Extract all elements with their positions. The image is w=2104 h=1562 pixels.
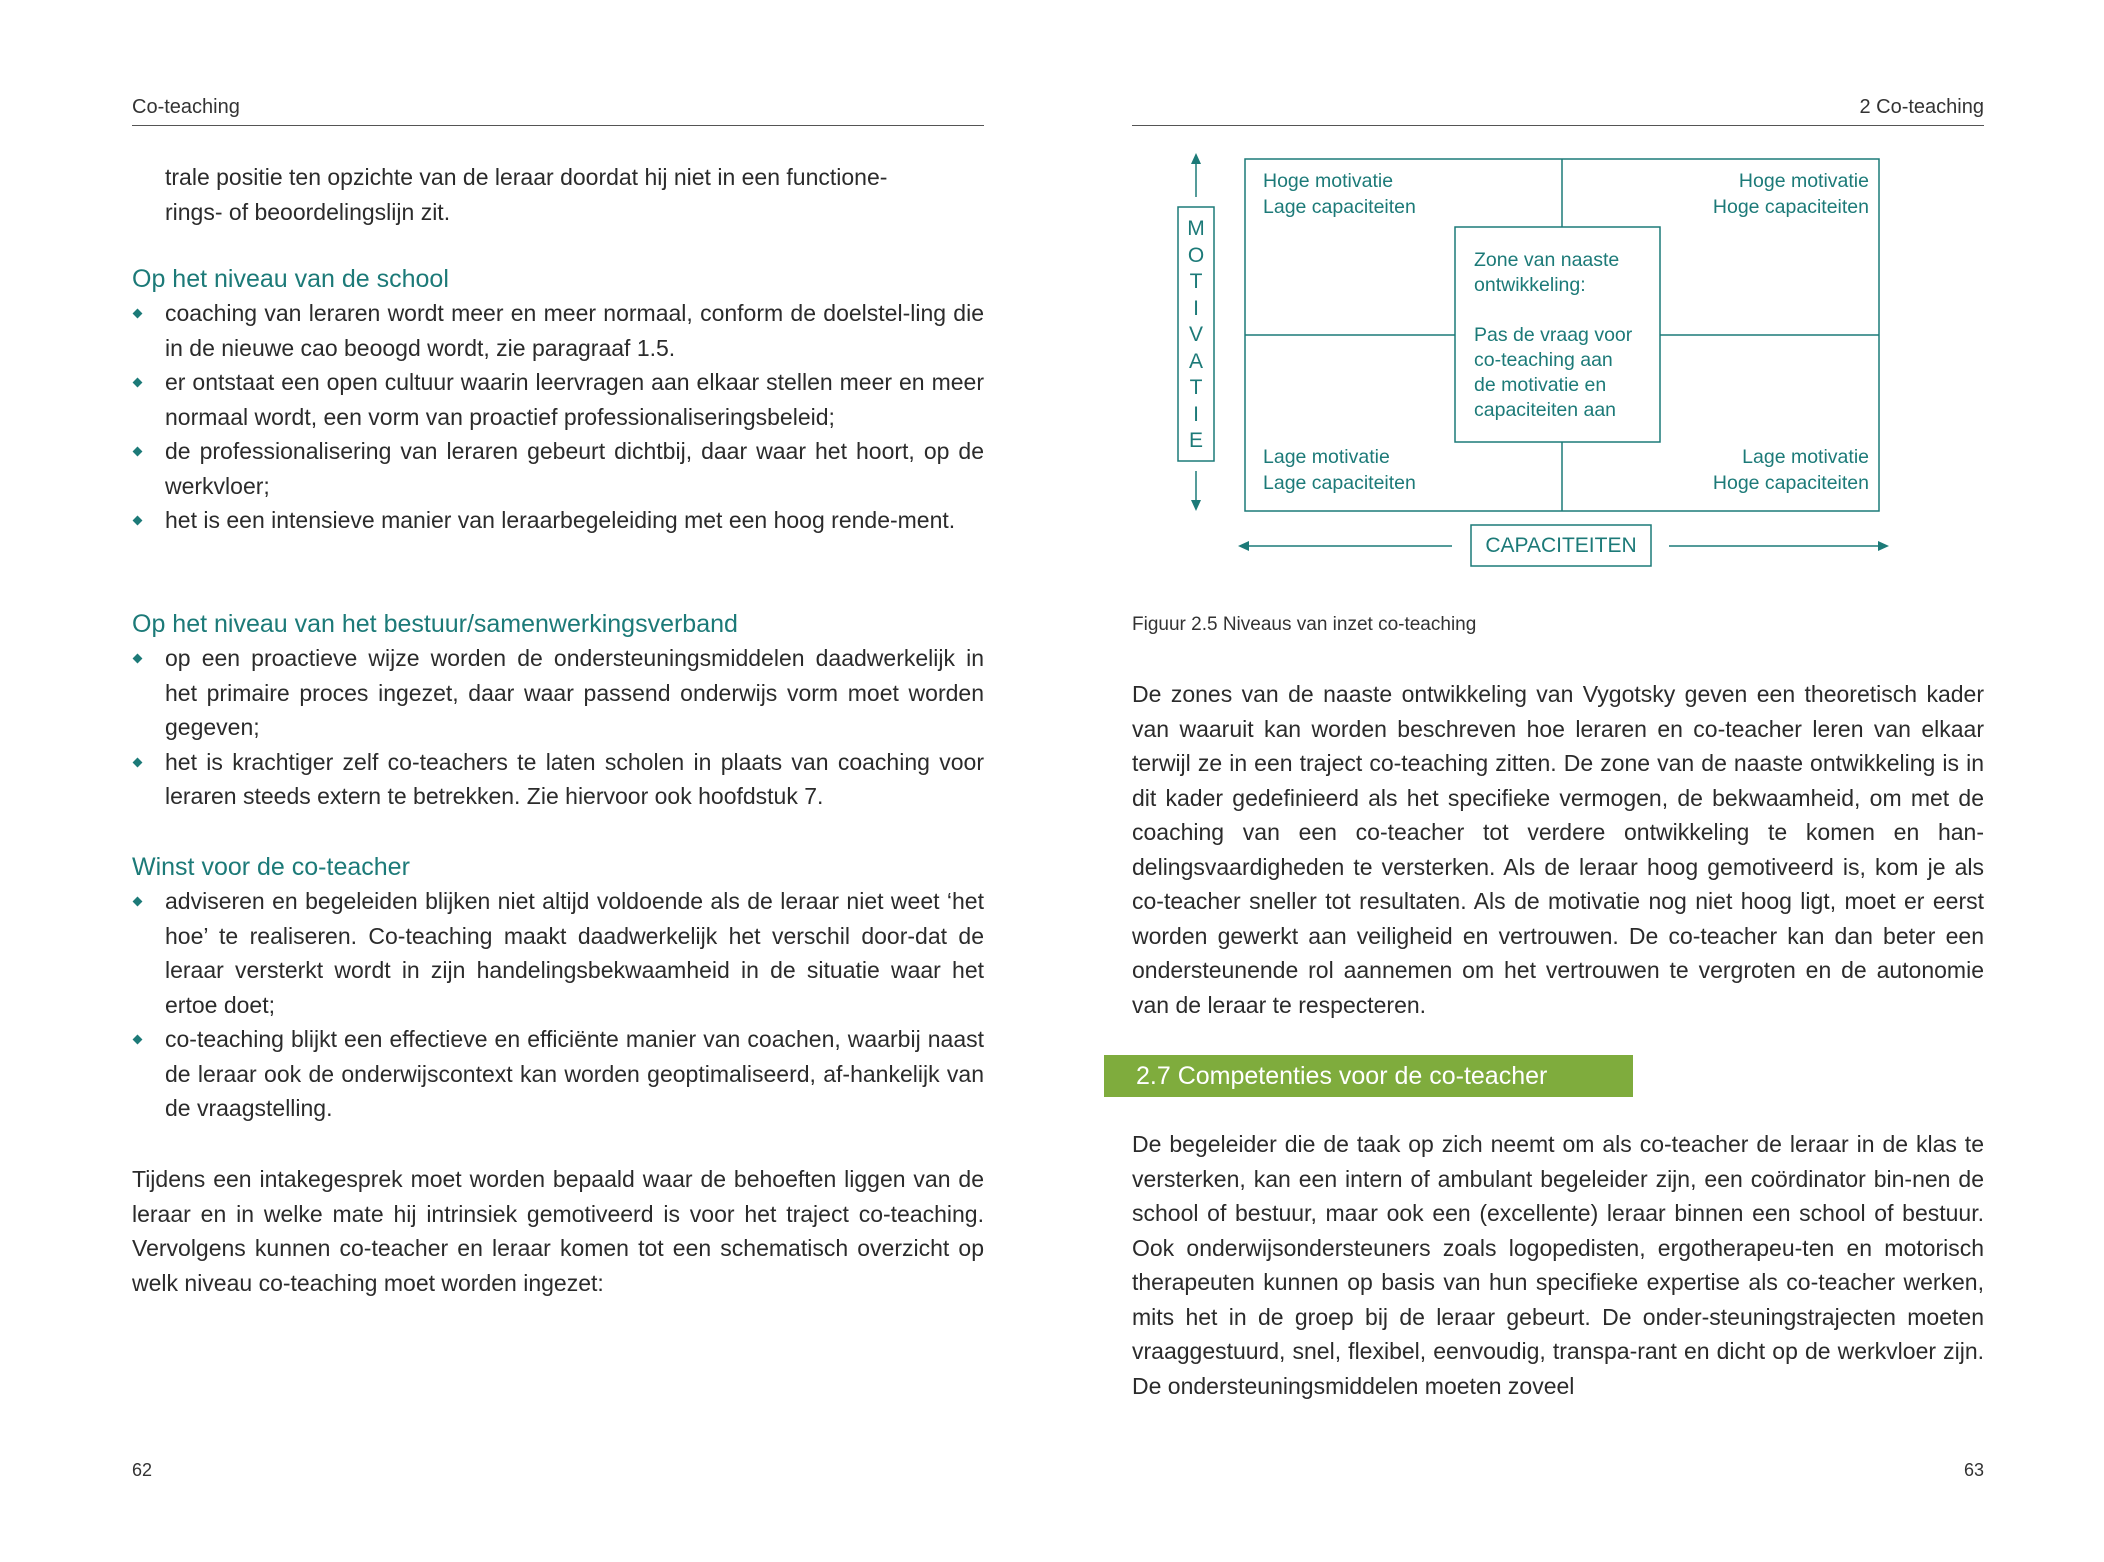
section-banner — [1104, 1055, 1633, 1097]
bullet-list-school — [132, 296, 984, 538]
bullet-icon — [133, 757, 143, 767]
bullet-icon — [133, 309, 143, 319]
intro-text — [165, 160, 984, 229]
page-number-left: 62 — [132, 1460, 153, 1480]
arrow-right-icon — [1878, 541, 1889, 551]
list-item: coaching van leraren wordt meer en meer normaal, conform de doelstel-ling die in de nieuwe cao beoogd wordt, zie paragraaf 1.5. — [132, 296, 984, 365]
bullet-icon — [133, 897, 143, 907]
bullet-list-bestuur — [132, 641, 984, 814]
closing-paragraph: Tijdens een intakegesprek moet worden bepaald waar de behoeften liggen van de leraar en in welke mate hij intrinsiek gemotiveerd is voor het traject co-teaching. Vervolgens kunnen co-teacher en leraar komen tot een schematisch overzicht op welk niveau co-teaching moet worden ingezet: — [132, 1166, 984, 1296]
list-item: het is een intensieve manier van leraarbegeleiding met een hoog rende-ment. — [132, 503, 984, 538]
quadrant-bottom-left: Lage motivatie Lage capaciteiten — [1263, 446, 1416, 494]
list-item: er ontstaat een open cultuur waarin leervragen aan elkaar stellen meer en meer normaal wordt, een vorm van proactief professionaliseringsbeleid; — [132, 365, 984, 434]
section-heading-bestuur: Op het niveau van het bestuur/samenwerkingsverband — [132, 610, 738, 638]
center-zone-text: Zone van naaste ontwikkeling: Pas de vraag voor co-teaching aan de motivatie en capaciteiten aan — [1474, 249, 1633, 421]
figure-caption: Figuur 2.5 Niveaus van inzet co-teaching — [1132, 614, 1477, 635]
bullet-list-winst — [132, 884, 984, 1126]
bullet-icon — [133, 654, 143, 664]
bullet-icon — [133, 1035, 143, 1045]
x-axis-label: CAPACITEITEN — [1485, 534, 1637, 557]
motivation-capacity-diagram — [1132, 150, 1962, 580]
section-heading-winst: Winst voor de co-teacher — [132, 853, 410, 881]
bullet-icon — [133, 378, 143, 388]
list-item: co-teaching blijkt een effectieve en efficiënte manier van coachen, waarbij naast de leraar ook de onderwijscontext kan worden geoptimaliseerd, af-hankelijk van de vraagstelling. — [132, 1022, 984, 1126]
arrow-up-icon — [1191, 153, 1201, 164]
section-heading-school: Op het niveau van de school — [132, 265, 449, 293]
arrow-left-icon — [1238, 541, 1249, 551]
paragraph-vygotsky: De zones van de naaste ontwikkeling van Vygotsky geven een theoretisch kader van waaruit kan worden beschreven hoe leraren en co-teacher leren van elkaar terwijl ze in een traject co-teaching zitten. De zone van de naaste ontwikkeling is in dit kader gedefinieerd als het specifieke vermogen, de bekwaamheid, om met de coaching van een co-teacher tot verdere ontwikkeling te komen en han-delingsvaardigheden te versterken. Als de leraar hoog gemotiveerd is, kom je als co-teacher sneller tot resultaten. Als de motivatie nog niet hoog ligt, moet er eerst worden gewerkt aan veiligheid en vertrouwen. De co-teacher kan dan beter een ondersteunende rol aannemen om het vertrouwen te vergroten en de autonomie van de leraar te respecteren. — [1132, 681, 1984, 1018]
page-number-right: 63 — [1963, 1460, 1984, 1480]
running-header-right: 2 Co-teaching — [1132, 96, 1984, 126]
list-item: het is krachtiger zelf co-teachers te laten scholen in plaats van coaching voor leraren steeds extern te betrekken. Zie hiervoor ook hoofdstuk 7. — [132, 745, 984, 814]
list-item: op een proactieve wijze worden de ondersteuningsmiddelen daadwerkelijk in het primaire proces ingezet, daar waar passend onderwijs vorm moet worden gegeven; — [132, 641, 984, 745]
section-title: 2.7 Competenties voor de co-teacher — [1136, 1062, 1548, 1090]
paragraph-competenties: De begeleider die de taak op zich neemt om als co-teacher de leraar in de klas te versterken, kan een intern of ambulant begeleider zijn, een coördinator bin-nen de school of bestuur, maar ook een (excellente) leraar binnen een school of bestuur. Ook onderwijsondersteuners zoals logopedisten, ergotherapeu-ten en motorisch therapeuten kunnen op basis van hun specifieke expertise als co-teacher werken, mits het in de groep bij de leraar gebeurt. De onder-steuningstrajecten moeten vraaggestuurd, snel, flexibel, eenvoudig, transpa-rant en dicht op de werkvloer zijn. De ondersteuningsmiddelen moeten zoveel — [1132, 1131, 1984, 1399]
bullet-icon — [133, 447, 143, 457]
running-header-left: Co-teaching — [132, 96, 984, 126]
right-page — [1052, 0, 2104, 1562]
intro-line-2: rings- of beoordelingslijn zit. — [165, 198, 451, 225]
quadrant-bottom-right: Lage motivatie Hoge capaciteiten — [1712, 446, 1869, 494]
quadrant-top-right: Hoge motivatie Hoge capaciteiten — [1712, 170, 1869, 218]
list-item: adviseren en begeleiden blijken niet altijd voldoende als de leraar niet weet ‘het hoe’ te realiseren. Co-teaching maakt daadwerkelijk het verschil door-dat de leraar versterkt wordt in zijn handelingsbekwaamheid in de situatie waar het ertoe doet; — [132, 884, 984, 1022]
y-axis-label: M O T I V A T I E — [1187, 217, 1205, 452]
intro-line-1: trale positie ten opzichte van de leraar doordat hij niet in een functione- — [165, 164, 888, 190]
arrow-down-icon — [1191, 500, 1201, 511]
quadrant-top-left: Hoge motivatie Lage capaciteiten — [1263, 170, 1416, 218]
bullet-icon — [133, 516, 143, 526]
list-item: de professionalisering van leraren gebeurt dichtbij, daar waar het hoort, op de werkvloer; — [132, 434, 984, 503]
